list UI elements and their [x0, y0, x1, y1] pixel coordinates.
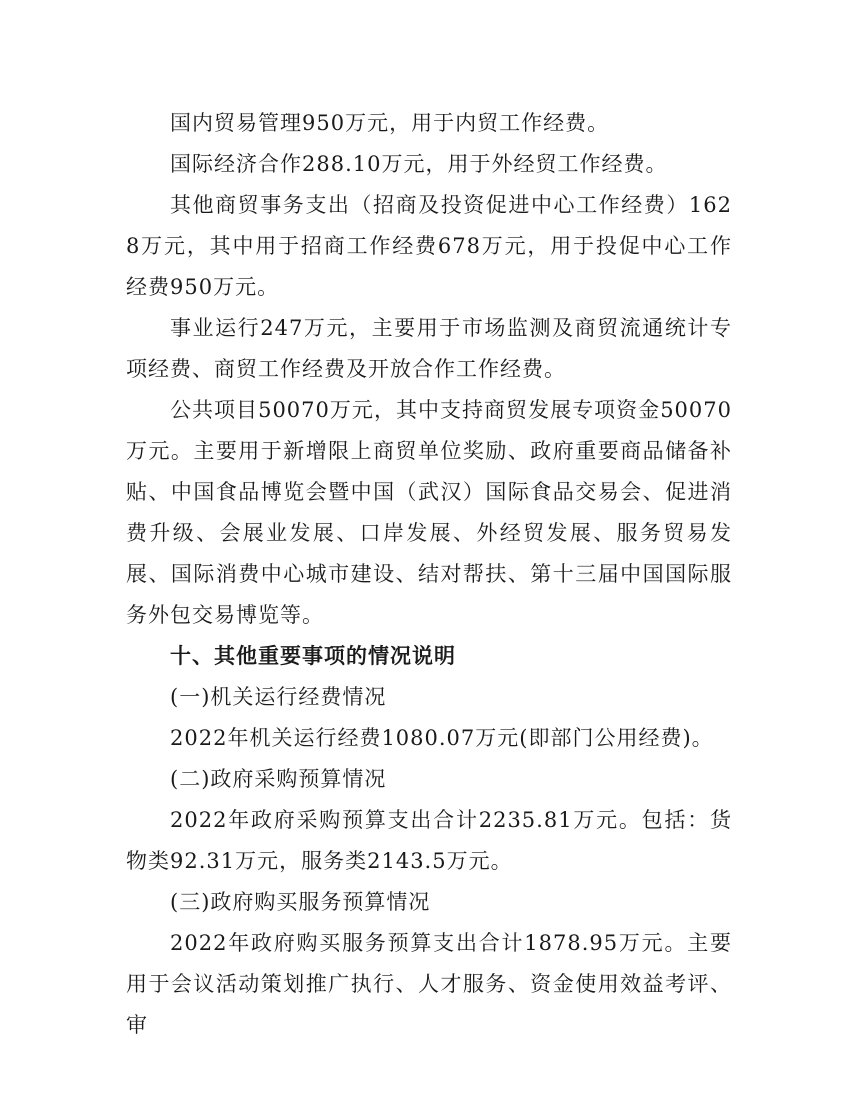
paragraph-service-purchase-budget: 2022年政府购买服务预算支出合计1878.95万元。主要用于会议活动策划推广执行、人才服务、资金使用效益考评、审	[126, 931, 732, 1037]
paragraph-domestic-trade: 国内贸易管理950万元，用于内贸工作经费。	[170, 111, 610, 135]
paragraph-international-cooperation: 国际经济合作288.10万元，用于外经贸工作经费。	[170, 152, 668, 176]
subheading-operating-expenses: (一)机关运行经费情况	[170, 685, 387, 709]
paragraph-institution-operation: 事业运行247万元，主要用于市场监测及商贸流通统计专项经费、商贸工作经费及开放合作工作经费。	[126, 316, 732, 381]
paragraph-other-commerce-affairs: 其他商贸事务支出（招商及投资促进中心工作经费）1628万元，其中用于招商工作经费678万元，用于投促中心工作经费950万元。	[126, 193, 732, 299]
paragraph-operating-expenses: 2022年机关运行经费1080.07万元(即部门公用经费)。	[170, 726, 714, 750]
subheading-service-purchase-budget: (三)政府购买服务预算情况	[170, 890, 431, 914]
paragraph-public-projects: 公共项目50070万元，其中支持商贸发展专项资金50070万元。主要用于新增限上商贸单位奖励、政府重要商品储备补贴、中国食品博览会暨中国（武汉）国际食品交易会、促进消费升级、会展业发展、口岸发展、外经贸发展、服务贸易发展、国际消费中心城市建设、结对帮扶、第十三届中国国际服务外包交易博览等。	[126, 398, 732, 627]
paragraph-procurement-budget: 2022年政府采购预算支出合计2235.81万元。包括：货物类92.31万元，服务类2143.5万元。	[126, 808, 732, 873]
document-body	[126, 103, 732, 1046]
section-heading-other-matters: 十、其他重要事项的情况说明	[170, 644, 456, 668]
subheading-procurement-budget: (二)政府采购预算情况	[170, 767, 387, 791]
